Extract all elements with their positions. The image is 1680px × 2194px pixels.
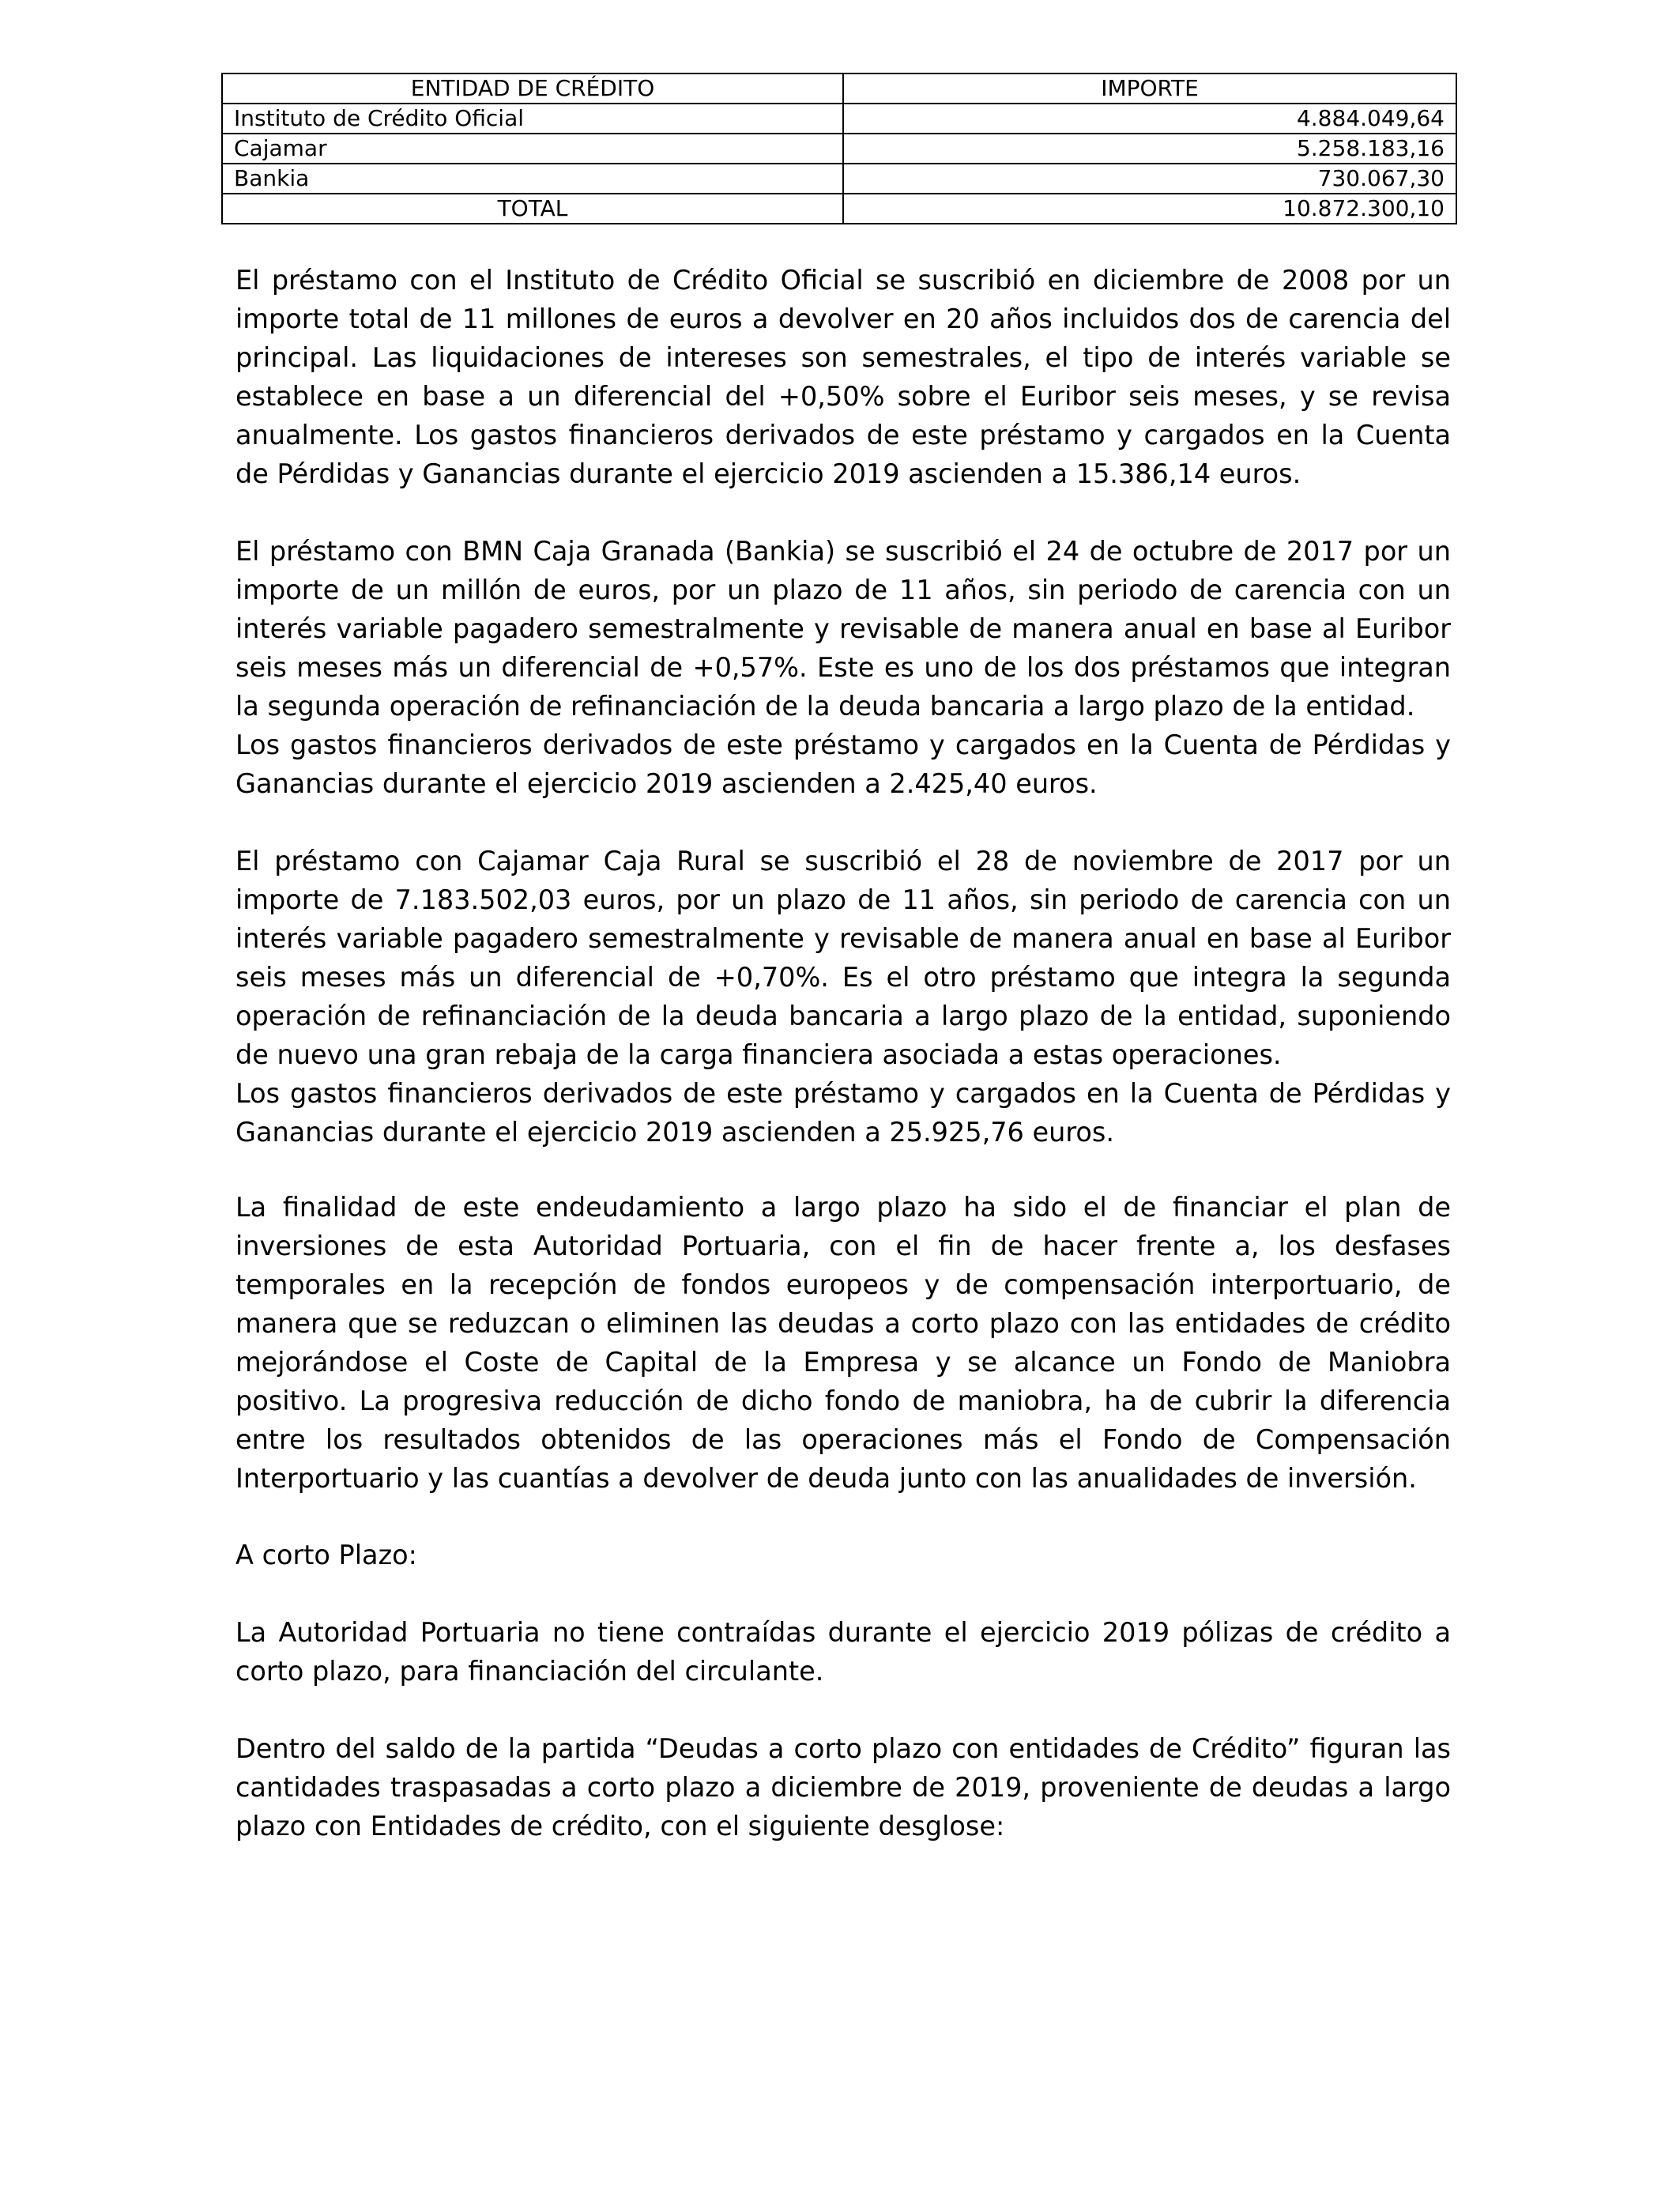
table-row: [222, 164, 1456, 194]
amount-cell: 5.258.183,16: [843, 134, 1456, 164]
paragraph: El préstamo con el Instituto de Crédito Oficial se suscribió en diciembre de 2008 por un importe total de 11 millones de euros a devolver en 20 años incluidos dos de carencia del principal. Las liquidaciones de intereses son semestrales, el tipo de interés variable se establece en base a un diferencial del +0,50% sobre el Euribor seis meses, y se revisa anualmente. Los gastos financieros derivados de este préstamo y cargados en la Cuenta de Pérdidas y Ganancias durante el ejercicio 2019 ascienden a 15.386,14 euros.: [235, 265, 1451, 489]
loans-table: [221, 73, 1457, 224]
entity-cell: Cajamar: [222, 134, 843, 164]
paragraph-no-credit-policies: [235, 1613, 1451, 1691]
paragraph: El préstamo con BMN Caja Granada (Bankia) se suscribió el 24 de octubre de 2017 por un importe de un millón de euros, por un plazo de 11 años, sin periodo de carencia con un interés variable pagadero semestralmente y revisable de manera anual en base al Euribor seis meses más un diferencial de +0,57%. Este es uno de los dos préstamos que integran la segunda operación de refinanciación de la deuda bancaria a largo plazo de la entidad.: [235, 536, 1451, 722]
entity-cell: Instituto de Crédito Oficial: [222, 104, 843, 134]
paragraph-bankia-loan: [235, 532, 1451, 803]
total-amount: 10.872.300,10: [843, 194, 1456, 224]
heading: A corto Plazo:: [235, 1540, 417, 1570]
table-row: [222, 134, 1456, 164]
table-total-row: [222, 194, 1456, 224]
paragraph-purpose: [235, 1188, 1451, 1498]
total-label: TOTAL: [222, 194, 843, 224]
paragraph: Los gastos financieros derivados de este préstamo y cargados en la Cuenta de Pérdidas y Ganancias durante el ejercicio 2019 ascienden a 2.425,40 euros.: [235, 729, 1451, 799]
section-heading-short-term: [235, 1536, 1451, 1574]
header-entity: ENTIDAD DE CRÉDITO: [222, 74, 843, 104]
paragraph: Los gastos financieros derivados de este préstamo y cargados en la Cuenta de Pérdidas y Ganancias durante el ejercicio 2019 ascienden a 25.925,76 euros.: [235, 1078, 1451, 1148]
paragraph: Dentro del saldo de la partida “Deudas a corto plazo con entidades de Crédito” figuran las cantidades traspasadas a corto plazo a diciembre de 2019, proveniente de deudas a largo plazo con Entidades de crédito, con el siguiente desglose:: [235, 1733, 1451, 1842]
table-row: [222, 104, 1456, 134]
paragraph-ico-loan: [235, 261, 1451, 493]
amount-cell: 730.067,30: [843, 164, 1456, 194]
paragraph-cajamar-loan: [235, 842, 1451, 1152]
paragraph: La finalidad de este endeudamiento a largo plazo ha sido el de financiar el plan de inversiones de esta Autoridad Portuaria, con el fin de hacer frente a, los desfases temporales en la recepción de fondos europeos y de compensación interportuario, de manera que se reduzcan o eliminen las deudas a corto plazo con las entidades de crédito mejorándose el Coste de Capital de la Empresa y se alcance un Fondo de Maniobra positivo. La progresiva reducción de dicho fondo de maniobra, ha de cubrir la diferencia entre los resultados obtenidos de las operaciones más el Fondo de Compensación Interportuario y las cuantías a devolver de deuda junto con las anualidades de inversión.: [235, 1192, 1451, 1494]
entity-cell: Bankia: [222, 164, 843, 194]
paragraph: El préstamo con Cajamar Caja Rural se suscribió el 28 de noviembre de 2017 por un importe de 7.183.502,03 euros, por un plazo de 11 años, sin periodo de carencia con un interés variable pagadero semestralmente y revisable de manera anual en base al Euribor seis meses más un diferencial de +0,70%. Es el otro préstamo que integra la segunda operación de refinanciación de la deuda bancaria a largo plazo de la entidad, suponiendo de nuevo una gran rebaja de la carga financiera asociada a estas operaciones.: [235, 846, 1451, 1070]
paragraph-short-term-breakdown: [235, 1729, 1451, 1845]
amount-cell: 4.884.049,64: [843, 104, 1456, 134]
paragraph: La Autoridad Portuaria no tiene contraídas durante el ejercicio 2019 pólizas de crédito a corto plazo, para financiación del circulante.: [235, 1617, 1451, 1687]
table-header-row: [222, 74, 1456, 104]
header-amount: IMPORTE: [843, 74, 1456, 104]
